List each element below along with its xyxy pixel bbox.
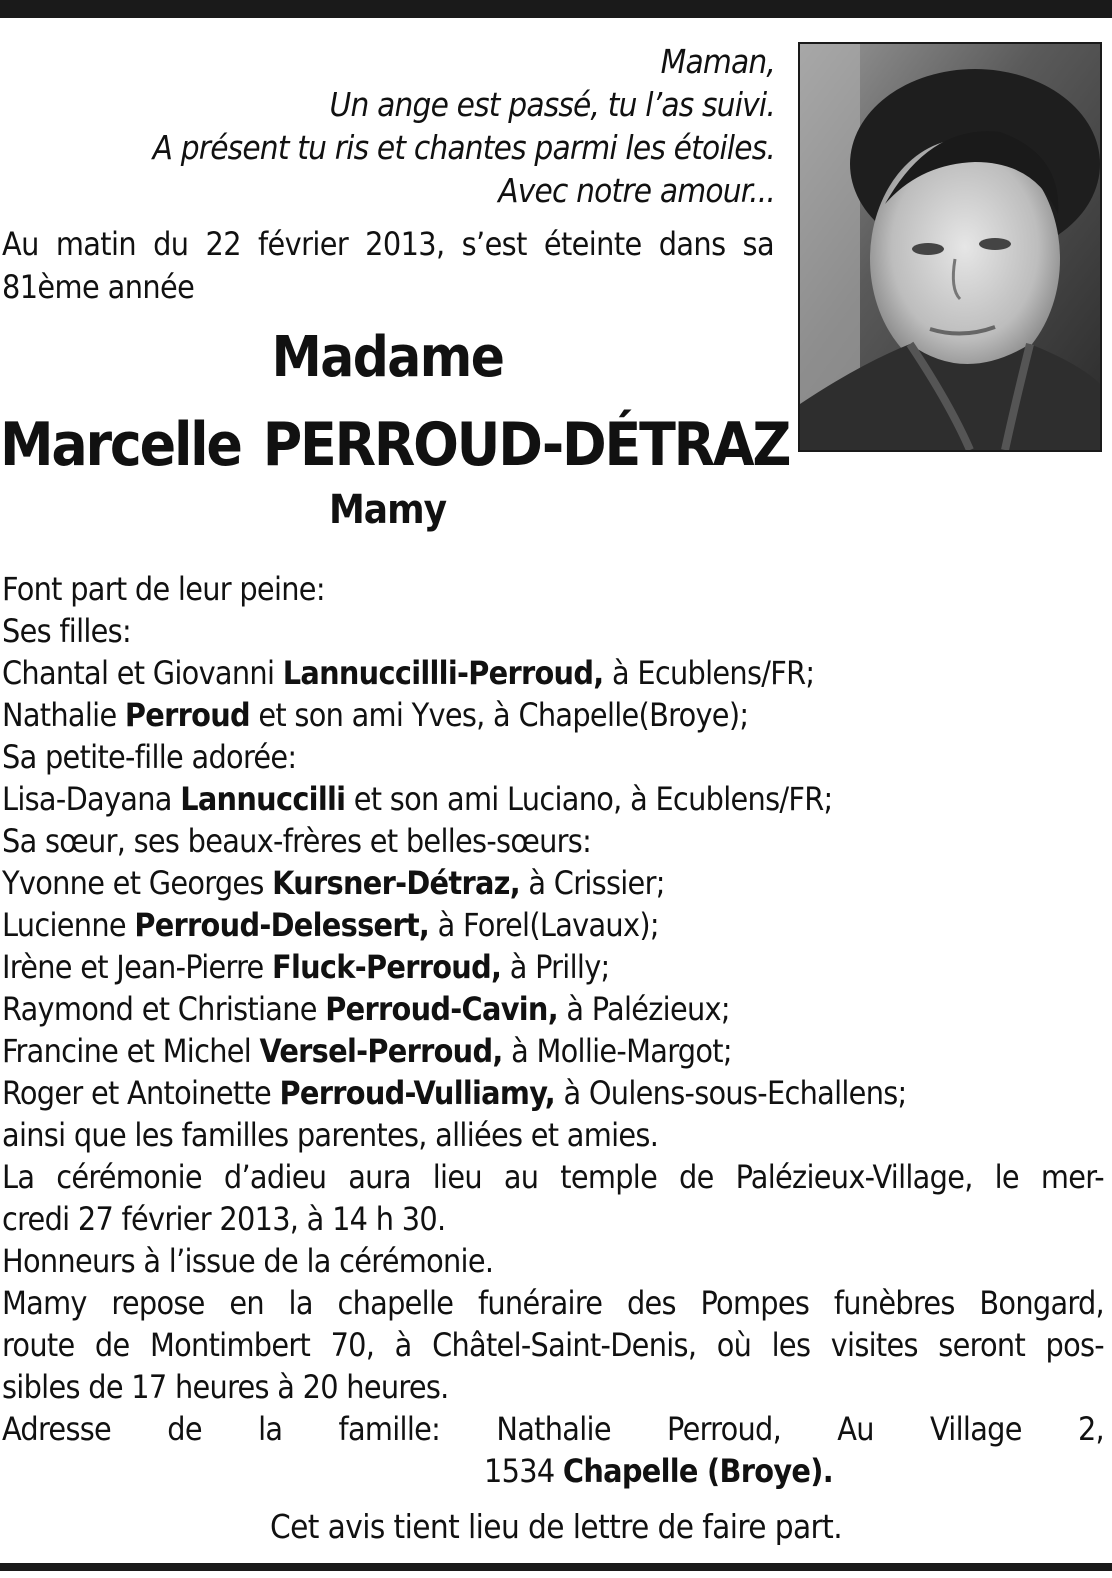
obituary-body: [2, 568, 1104, 1492]
granddaughter-heading: Sa petite-fille adorée:: [2, 738, 297, 776]
poem-line: Avec notre amour...: [498, 171, 775, 210]
visit-line: Mamy repose en la chapelle funéraire des Pompes funèbres Bongard,: [2, 1284, 1104, 1322]
poem: [0, 40, 775, 212]
ceremony-line: La cérémonie d’adieu aura lieu au temple de Palézieux-Village, le mer-: [2, 1158, 1104, 1196]
death-announcement: [2, 223, 774, 309]
honors-line: Honneurs à l’issue de la cérémonie.: [2, 1242, 494, 1280]
announcement-line: 81ème année: [2, 268, 195, 306]
family-member: Francine et Michel Versel-Perroud, à Mollie-Margot;: [2, 1032, 732, 1070]
family-member: Nathalie Perroud et son ami Yves, à Chapelle(Broye);: [2, 696, 749, 734]
family-closing-line: ainsi que les familles parentes, alliées et amies.: [2, 1116, 659, 1154]
portrait-photo: [798, 42, 1102, 452]
visit-line: route de Montimbert 70, à Châtel-Saint-Denis, où les visites seront pos-: [2, 1326, 1104, 1364]
siblings-heading: Sa sœur, ses beaux-frères et belles-sœurs:: [2, 822, 592, 860]
poem-line: Maman,: [660, 42, 775, 81]
family-address-town: 1534 Chapelle (Broye).: [484, 1452, 833, 1490]
deceased-name: [0, 410, 790, 480]
family-member: Lucienne Perroud-Delessert, à Forel(Lavaux);: [2, 906, 659, 944]
poem-line: Un ange est passé, tu l’as suivi.: [329, 85, 775, 124]
deceased-first-name: Marcelle: [0, 410, 241, 480]
family-member: Irène et Jean-Pierre Fluck-Perroud, à Prilly;: [2, 948, 610, 986]
ceremony-line: credi 27 février 2013, à 14 h 30.: [2, 1200, 446, 1238]
family-address: Adresse de la famille: Nathalie Perroud, Au Village 2,: [2, 1410, 1104, 1448]
announcement-line: Au matin du 22 février 2013, s’est éteinte dans sa: [2, 225, 774, 263]
family-member: Roger et Antoinette Perroud-Vulliamy, à Oulens-sous-Echallens;: [2, 1074, 907, 1112]
family-member: Chantal et Giovanni Lannuccillli-Perroud, à Ecublens/FR;: [2, 654, 815, 692]
visit-line: sibles de 17 heures à 20 heures.: [2, 1368, 449, 1406]
family-heading: Font part de leur peine:: [2, 570, 325, 608]
daughters-heading: Ses filles:: [2, 612, 131, 650]
family-member: Lisa-Dayana Lannuccilli et son ami Luciano, à Ecublens/FR;: [2, 780, 833, 818]
family-member: Yvonne et Georges Kursner-Détraz, à Crissier;: [2, 864, 665, 902]
deceased-nickname: Mamy: [328, 487, 447, 533]
bottom-rule: [0, 1563, 1112, 1571]
closing-note: Cet avis tient lieu de lettre de faire part.: [269, 1507, 843, 1546]
poem-line: A présent tu ris et chantes parmi les étoiles.: [152, 128, 775, 167]
deceased-last-name: PERROUD-DÉTRAZ: [262, 410, 790, 480]
top-rule: [0, 0, 1112, 18]
family-member: Raymond et Christiane Perroud-Cavin, à Palézieux;: [2, 990, 730, 1028]
deceased-title: Madame: [271, 325, 504, 390]
